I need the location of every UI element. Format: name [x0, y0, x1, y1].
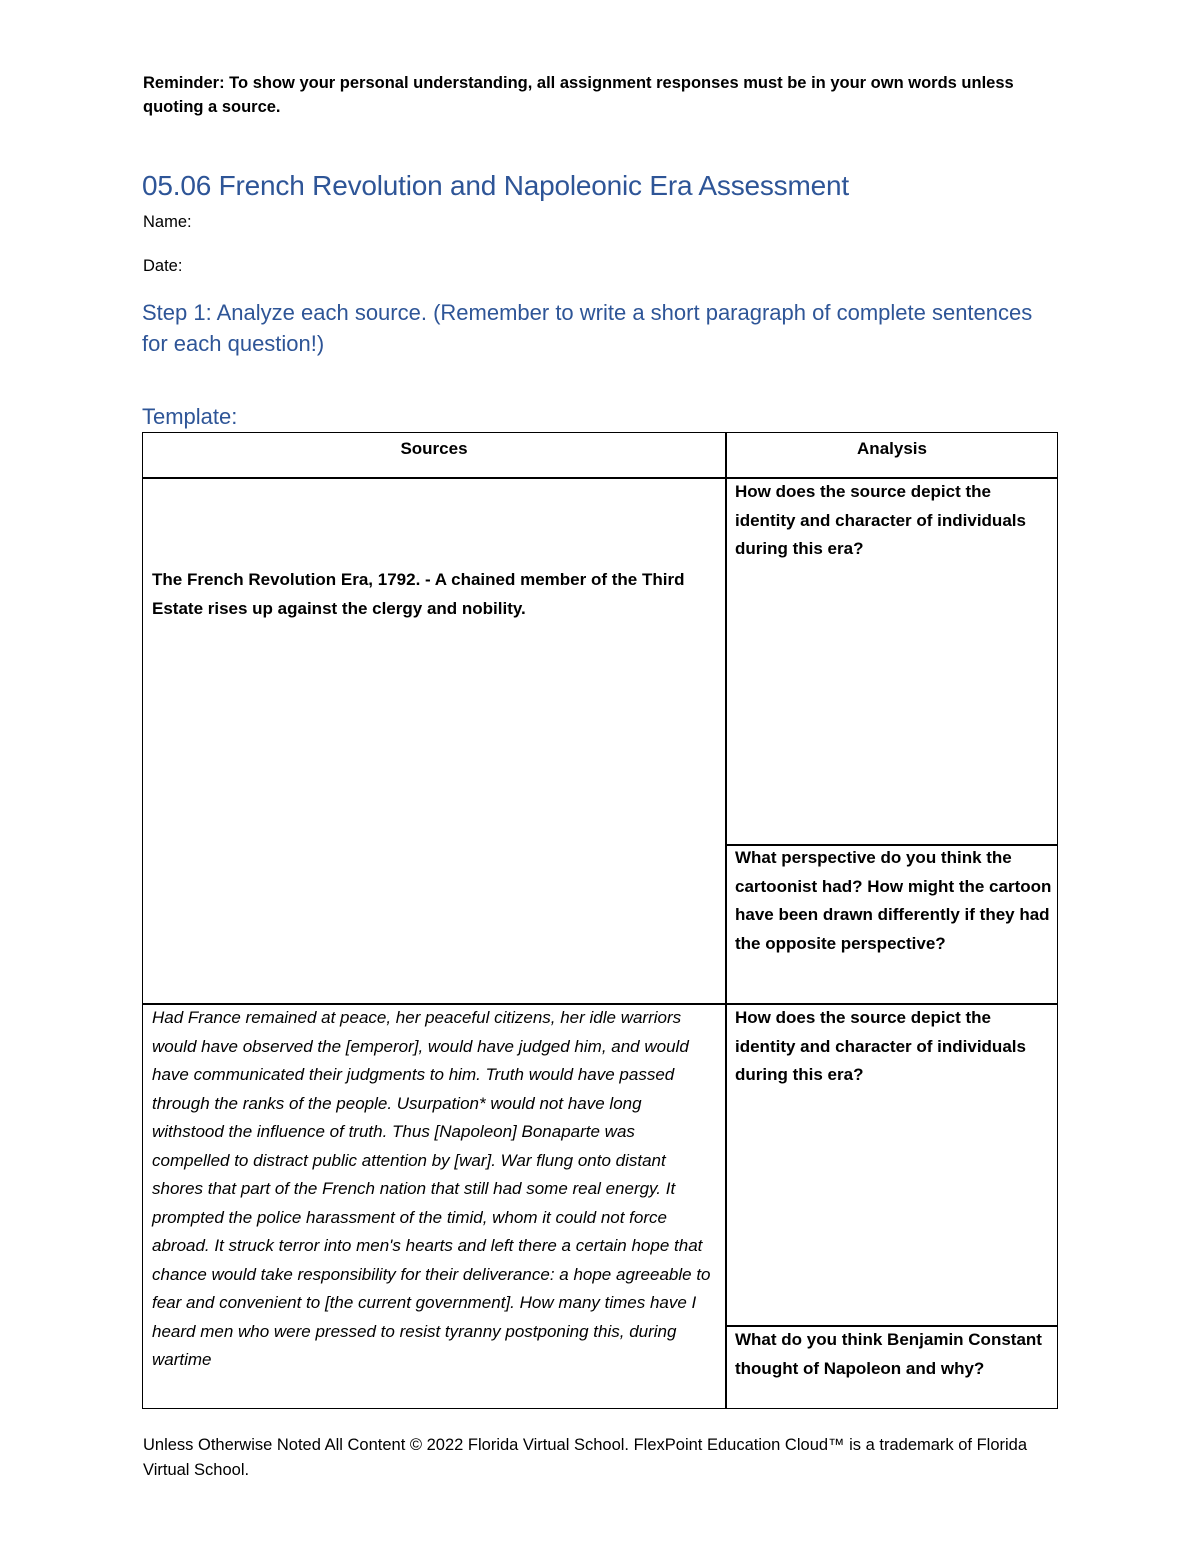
template-heading: Template:	[142, 404, 238, 429]
header-analysis: Analysis	[857, 439, 927, 458]
row1-question-identity: How does the source depict the identity and character of individuals during this era?	[735, 482, 1026, 558]
page-title: 05.06 French Revolution and Napoleonic Era Assessment	[142, 170, 849, 201]
date-label: Date:	[143, 257, 183, 275]
reminder-note: Reminder: To show your personal understanding, all assignment responses must be in your own words unless quoting a source.	[143, 74, 1014, 116]
row1-question-perspective: What perspective do you think the cartoonist had? How might the cartoon have been drawn differently if they had the opposite perspective?	[735, 848, 1052, 953]
source-1-caption: The French Revolution Era, 1792. - A chained member of the Third Estate rises up against the clergy and nobility.	[152, 570, 685, 618]
column-divider	[725, 433, 727, 1408]
row2-question-identity: How does the source depict the identity and character of individuals during this era?	[735, 1008, 1026, 1084]
name-label: Name:	[143, 213, 192, 231]
source-2-quote: Had France remained at peace, her peaceful citizens, her idle warriors would have observed the [emperor], would have judged him, and would have communicated their judgments to him. Truth would have passed through the ranks of the people. Usurpation* would not have long withstood the influence of truth. Thus [Napoleon] Bonaparte was compelled to distract public attention by [war]. War flung onto distant shores that part of the French nation that still had some real energy. It prompted the police harassment of the timid, whom it could not force abroad. It struck terror into men's hearts and left there a certain hope that chance would take responsibility for their deliverance: a hope agreeable to fear and convenient to [the current government]. How many times have I heard men who were pressed to resist tyranny postponing this, during wartime	[152, 1008, 711, 1369]
step-1-heading: Step 1: Analyze each source. (Remember to write a short paragraph of complete sentences for each question!)	[142, 300, 1033, 356]
analysis-table	[142, 432, 1058, 1409]
header-sources: Sources	[400, 439, 468, 458]
copyright-footer: Unless Otherwise Noted All Content © 2022 Florida Virtual School. FlexPoint Education Cloud™ is a trademark of Florida Virtual School.	[143, 1436, 1028, 1479]
row2-question-constant: What do you think Benjamin Constant thought of Napoleon and why?	[735, 1330, 1042, 1378]
